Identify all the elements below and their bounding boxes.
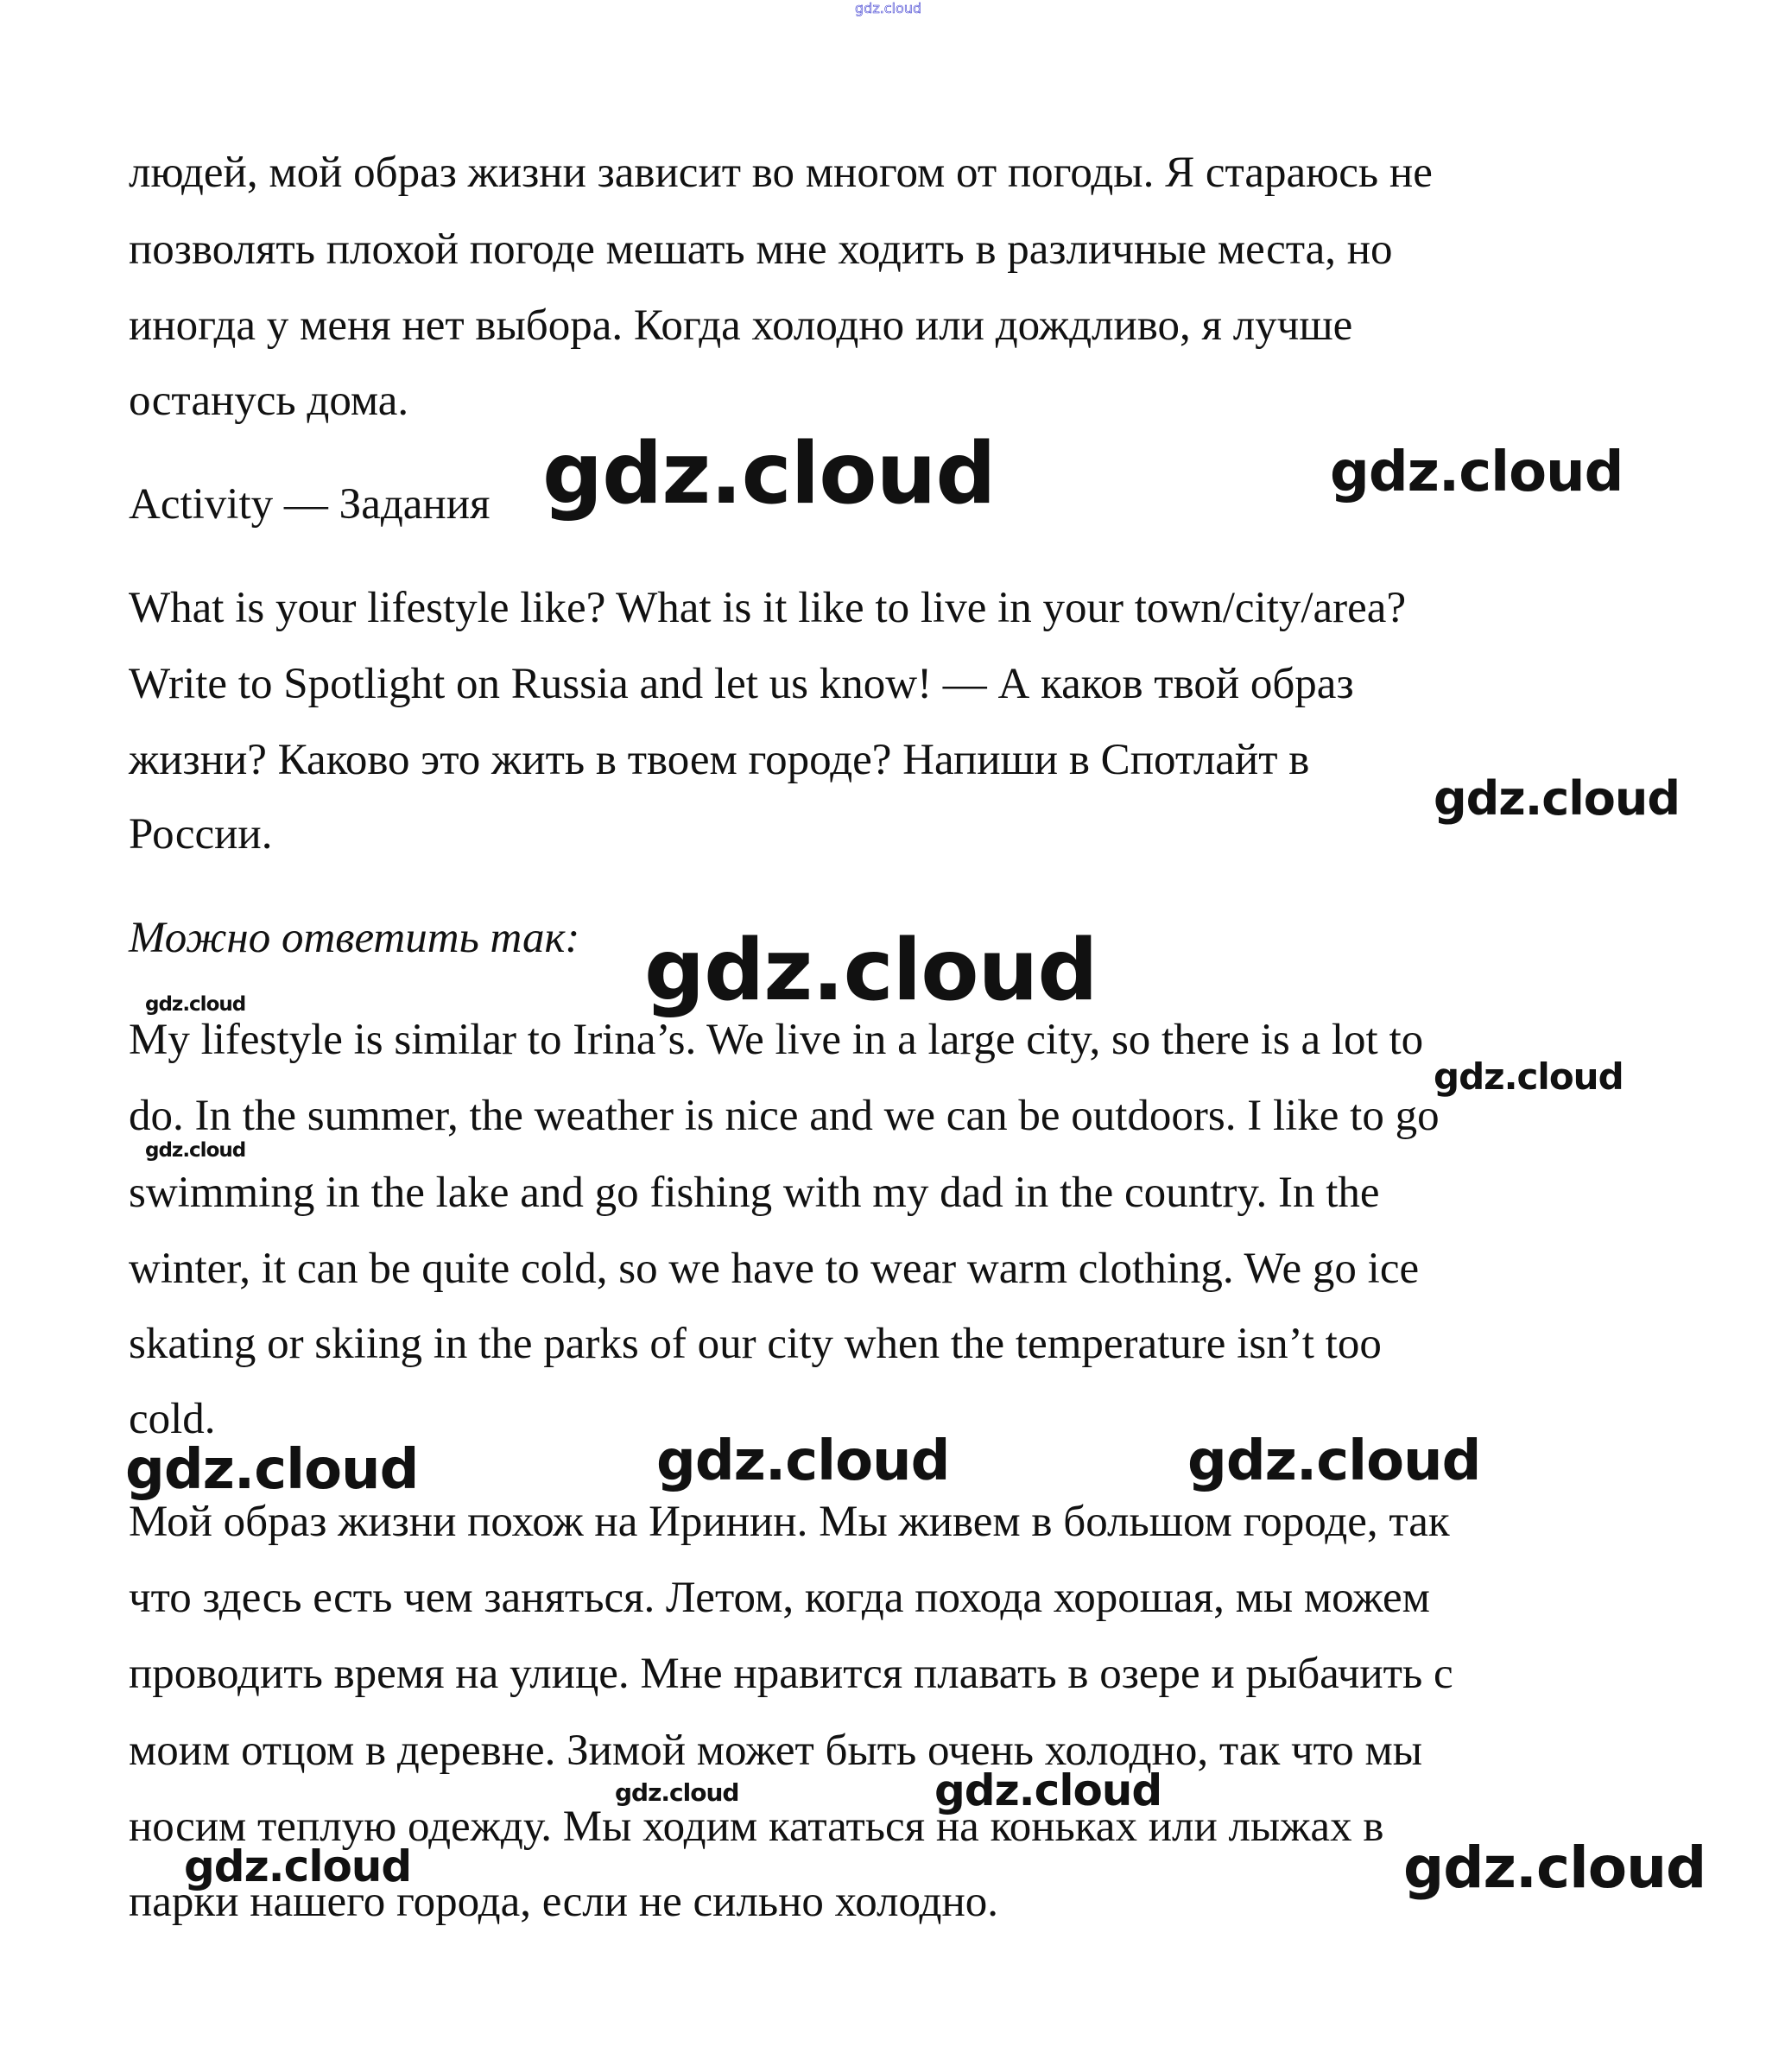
watermark: gdz.cloud [125,1438,419,1502]
watermark: gdz.cloud [644,922,1098,1020]
text-line: что здесь есть чем заняться. Летом, когда похода хорошая, мы можем [129,1574,1430,1622]
watermark: gdz.cloud [1330,440,1624,504]
text-line: моим отцом в деревне. Зимой может быть очень холодно, так что мы [129,1727,1423,1775]
watermark: gdz.cloud [1187,1429,1481,1493]
text-line: людей, мой образ жизни зависит во многом от погоды. Я стараюсь не [129,149,1433,197]
watermark: gdz.cloud [1434,771,1680,826]
watermark: gdz.cloud [656,1429,950,1493]
watermark: gdz.cloud [1403,1834,1706,1901]
text-line: winter, it can be quite cold, so we have to wear warm clothing. We go ice [129,1245,1420,1293]
text-line: останусь дома. [129,377,409,425]
text-line: России. [129,810,273,859]
text-line: иногда у меня нет выбора. Когда холодно или дождливо, я лучше [129,301,1353,350]
activity-heading: Activity — Задания [129,480,491,529]
watermark: gdz.cloud [145,993,246,1016]
text-line: проводить время на улице. Мне нравится плавать в озере и рыбачить с [129,1650,1453,1698]
watermark: gdz.cloud [1434,1055,1624,1098]
text-line: cold. [129,1395,216,1443]
watermark: gdz.cloud [145,1139,246,1162]
text-line: носим теплую одежду. Мы ходим кататься на коньках или лыжах в [129,1803,1384,1851]
text-line: do. In the summer, the weather is nice and we can be outdoors. I like to go [129,1092,1440,1140]
text-line: Мой образ жизни похож на Иринин. Мы живем в большом городе, так [129,1498,1450,1546]
text-line: skating or skiing in the parks of our city when the temperature isn’t too [129,1320,1382,1368]
watermark: gdz.cloud [542,425,996,523]
watermark: gdz.cloud [934,1765,1162,1815]
text-line: Write to Spotlight on Russia and let us know! — А каков твой образ [129,660,1354,708]
answer-intro: Можно ответить так: [129,914,580,962]
header-watermark: gdz.cloud [855,0,922,16]
text-line: позволять плохой погоде мешать мне ходить в различные места, но [129,225,1393,274]
watermark: gdz.cloud [615,1778,739,1807]
text-line: My lifestyle is similar to Irina’s. We live in a large city, so there is a lot to [129,1016,1424,1064]
text-line: swimming in the lake and go fishing with my dad in the country. In the [129,1169,1380,1217]
watermark: gdz.cloud [184,1841,412,1891]
text-line: парки нашего города, если не сильно холодно. [129,1878,999,1926]
text-line: What is your lifestyle like? What is it like to live in your town/city/area? [129,584,1407,632]
text-line: жизни? Каково это жить в твоем городе? Напиши в Спотлайт в [129,736,1310,784]
